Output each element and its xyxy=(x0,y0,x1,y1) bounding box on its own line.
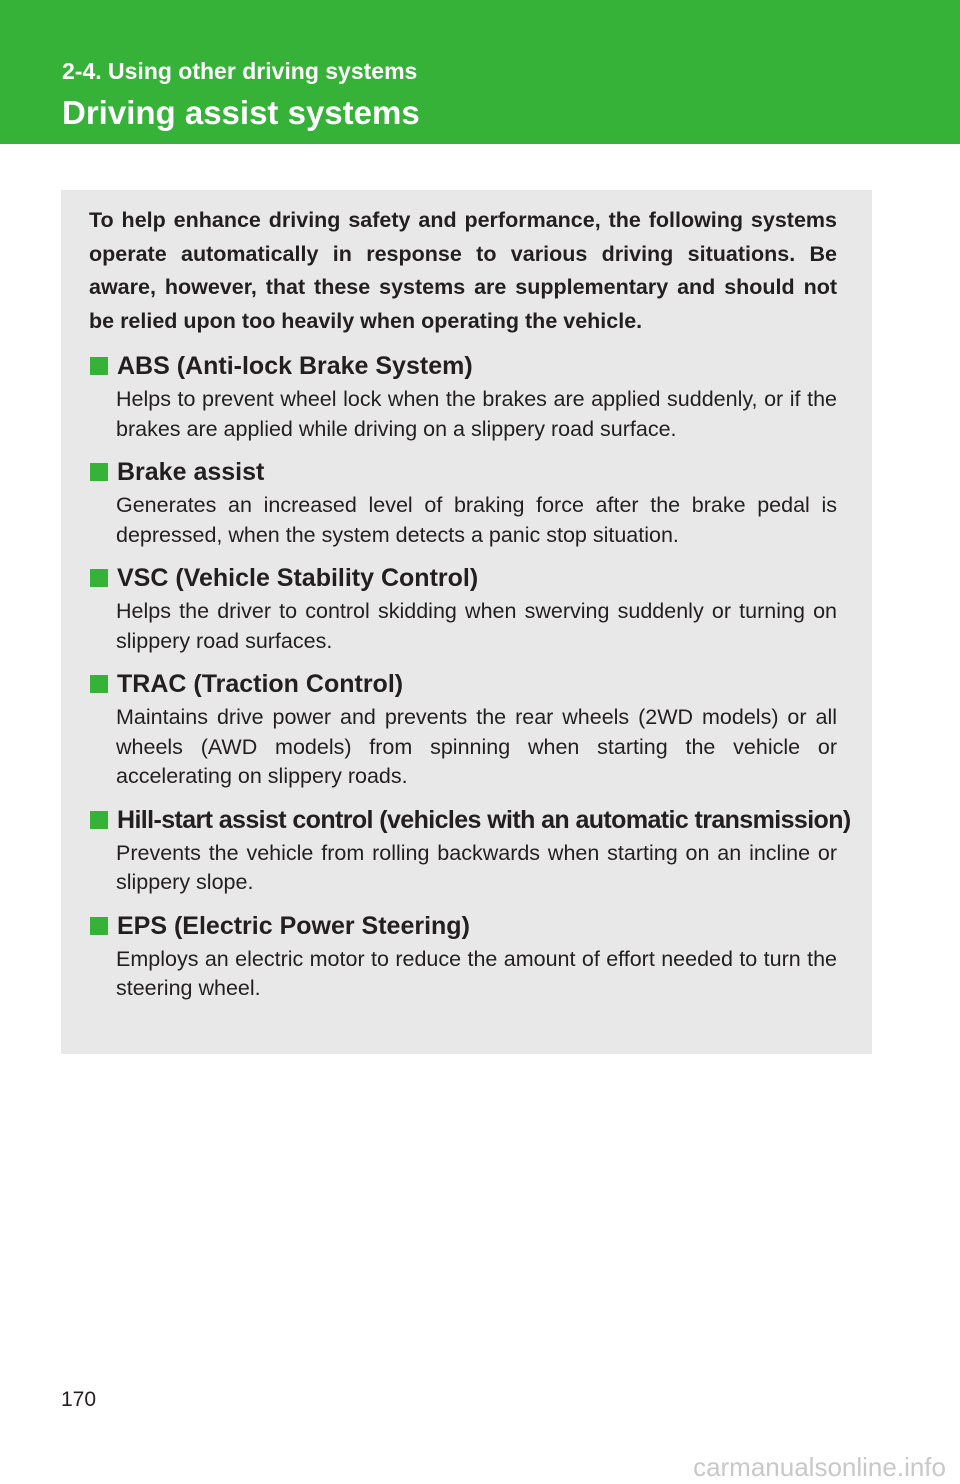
item-title: VSC (Vehicle Stability Control) xyxy=(117,564,479,592)
bullet-square-icon xyxy=(90,675,108,693)
item-title: ABS (Anti-lock Brake System) xyxy=(117,352,473,380)
item-heading xyxy=(61,666,872,703)
watermark: carmanualsonline.info xyxy=(693,1452,946,1482)
item-heading xyxy=(61,454,872,491)
item-title: Brake assist xyxy=(117,458,265,486)
page-title: Driving assist systems xyxy=(62,94,420,131)
item-heading xyxy=(61,348,872,385)
item-description: Maintains drive power and prevents the rear wheels (2WD models) or all wheels (AWD models) from spinning when starting the vehicle or accelerating on slippery roads. xyxy=(116,705,837,788)
bullet-square-icon xyxy=(90,357,108,375)
item-description: Helps the driver to control skidding when swerving suddenly or turning on slippery road surfaces. xyxy=(116,599,837,653)
bullet-square-icon xyxy=(90,811,108,829)
item-brake-assist xyxy=(61,454,872,550)
item-heading xyxy=(61,560,872,597)
content-box xyxy=(61,190,872,1054)
item-title: EPS (Electric Power Steering) xyxy=(117,911,470,940)
item-eps xyxy=(61,908,872,1004)
item-abs xyxy=(61,348,872,444)
item-description: Generates an increased level of braking force after the brake pedal is depressed, when the system detects a panic stop situation. xyxy=(116,493,837,547)
item-description: Helps to prevent wheel lock when the brakes are applied suddenly, or if the brakes are applied while driving on a slippery road surface. xyxy=(116,387,837,441)
bullet-square-icon xyxy=(90,917,108,935)
item-heading xyxy=(61,908,872,945)
intro-paragraph: To help enhance driving safety and performance, the following systems operate automatically in response to various driving situations. Be aware, however, that these systems are supplementary and should not be relied upon too heavily when operating the vehicle. xyxy=(89,208,837,333)
page-number: 170 xyxy=(61,1388,97,1411)
item-title: Hill-start assist control (vehicles with an automatic transmission) xyxy=(117,805,851,834)
item-trac xyxy=(61,666,872,792)
bullet-square-icon xyxy=(90,463,108,481)
item-vsc xyxy=(61,560,872,656)
item-title: TRAC (Traction Control) xyxy=(117,670,404,698)
section-label: 2-4. Using other driving systems xyxy=(62,58,418,84)
item-heading xyxy=(61,802,872,839)
item-list xyxy=(61,348,872,1014)
bullet-square-icon xyxy=(90,569,108,587)
item-description: Prevents the vehicle from rolling backwards when starting on an incline or slippery slope. xyxy=(116,840,837,894)
item-description: Employs an electric motor to reduce the amount of effort needed to turn the steering wheel. xyxy=(116,946,837,1000)
item-hill-start-assist xyxy=(61,802,872,898)
